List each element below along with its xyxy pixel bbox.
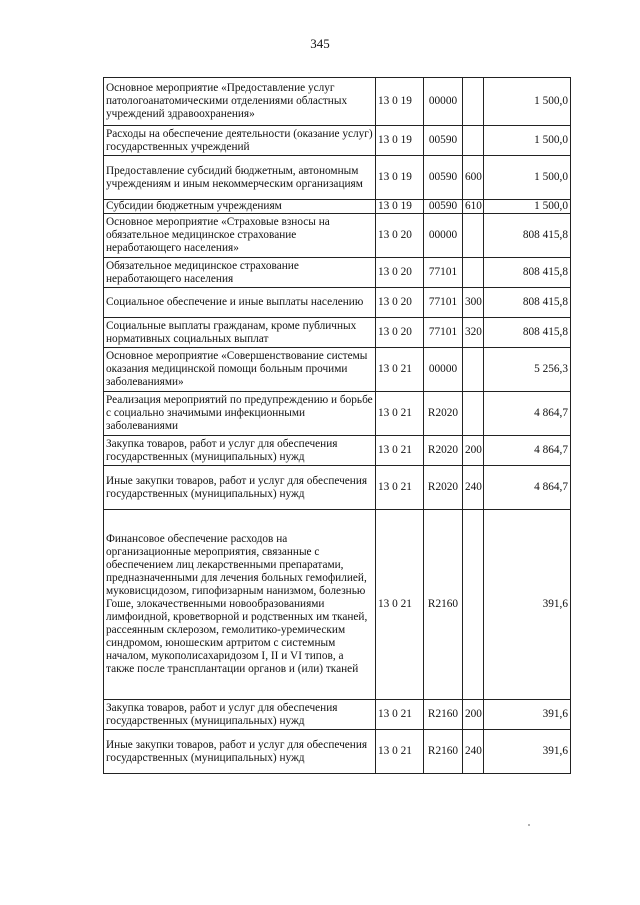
row-program-code-cell: 13 0 20 [376, 318, 424, 348]
row-amount-cell: 391,6 [484, 510, 571, 700]
row-target-code-cell: 00000 [424, 348, 463, 392]
row-expense-type-cell [463, 126, 484, 156]
row-name-cell: Закупка товаров, работ и услуг для обеспечения государственных (муниципальных) нужд [104, 700, 376, 730]
row-amount-cell: 1 500,0 [484, 78, 571, 126]
row-expense-type-cell [463, 510, 484, 700]
row-name-cell: Расходы на обеспечение деятельности (оказание услуг) государственных учреждений [104, 126, 376, 156]
row-target-code-cell: 00000 [424, 78, 463, 126]
table-row [104, 126, 571, 156]
row-amount-cell: 4 864,7 [484, 436, 571, 466]
row-target-code-cell: 77101 [424, 258, 463, 288]
budget-table-body [104, 78, 571, 774]
row-target-code-cell: R2020 [424, 436, 463, 466]
row-expense-type-cell: 300 [463, 288, 484, 318]
row-amount-cell: 391,6 [484, 700, 571, 730]
row-name-cell: Основное мероприятие «Страховые взносы на обязательное медицинское страхование неработающего населения» [104, 214, 376, 258]
row-expense-type-cell: 600 [463, 156, 484, 200]
row-program-code-cell: 13 0 20 [376, 258, 424, 288]
table-row [104, 348, 571, 392]
row-name-cell: Социальные выплаты гражданам, кроме публичных нормативных социальных выплат [104, 318, 376, 348]
row-amount-cell: 5 256,3 [484, 348, 571, 392]
row-program-code-cell: 13 0 20 [376, 214, 424, 258]
row-program-code-cell: 13 0 21 [376, 700, 424, 730]
row-expense-type-cell [463, 214, 484, 258]
table-row [104, 700, 571, 730]
row-amount-cell: 1 500,0 [484, 156, 571, 200]
row-expense-type-cell [463, 348, 484, 392]
row-expense-type-cell [463, 258, 484, 288]
row-program-code-cell: 13 0 19 [376, 78, 424, 126]
row-target-code-cell: R2020 [424, 392, 463, 436]
row-target-code-cell: R2020 [424, 466, 463, 510]
row-amount-cell: 4 864,7 [484, 466, 571, 510]
row-expense-type-cell: 240 [463, 466, 484, 510]
row-target-code-cell: 00590 [424, 200, 463, 214]
row-program-code-cell: 13 0 21 [376, 392, 424, 436]
row-amount-cell: 808 415,8 [484, 258, 571, 288]
page-number: 345 [310, 36, 330, 51]
row-name-cell: Иные закупки товаров, работ и услуг для обеспечения государственных (муниципальных) нужд [104, 730, 376, 774]
table-row [104, 258, 571, 288]
row-amount-cell: 808 415,8 [484, 318, 571, 348]
row-program-code-cell: 13 0 21 [376, 348, 424, 392]
row-name-cell: Предоставление субсидий бюджетным, автономным учреждениям и иным некоммерческим организациям [104, 156, 376, 200]
table-row [104, 318, 571, 348]
table-row [104, 214, 571, 258]
table-row [104, 436, 571, 466]
row-amount-cell: 808 415,8 [484, 214, 571, 258]
row-program-code-cell: 13 0 21 [376, 730, 424, 774]
row-program-code-cell: 13 0 21 [376, 436, 424, 466]
row-name-cell: Финансовое обеспечение расходов на организационные мероприятия, связанные с обеспечением лиц лекарственными препаратами, предназначенными для лечения больных гемофилией, муковисцидозом, гипофизарным нанизмом, болезнью Гоше, злокачественными новообразованиями лимфоидной, кроветворной и родственных им тканей, рассеянным склерозом, гемолитико-уремическим синдромом, юношеским артритом с системным началом, мукополисахаридозом I, II и VI типов, а также после трансплантации органов и (или) тканей [104, 510, 376, 700]
row-expense-type-cell: 200 [463, 700, 484, 730]
row-program-code-cell: 13 0 21 [376, 510, 424, 700]
row-expense-type-cell [463, 78, 484, 126]
row-program-code-cell: 13 0 19 [376, 200, 424, 214]
scan-speck [528, 824, 530, 826]
row-target-code-cell: R2160 [424, 730, 463, 774]
table-row [104, 78, 571, 126]
table-row [104, 288, 571, 318]
row-target-code-cell: 00590 [424, 126, 463, 156]
table-row [104, 466, 571, 510]
row-expense-type-cell: 320 [463, 318, 484, 348]
row-name-cell: Реализация мероприятий по предупреждению и борьбе с социально значимыми инфекционными заболеваниями [104, 392, 376, 436]
row-name-cell: Социальное обеспечение и иные выплаты населению [104, 288, 376, 318]
row-target-code-cell: 00000 [424, 214, 463, 258]
row-expense-type-cell [463, 392, 484, 436]
table-row [104, 156, 571, 200]
row-name-cell: Обязательное медицинское страхование неработающего населения [104, 258, 376, 288]
row-name-cell: Субсидии бюджетным учреждениям [104, 200, 376, 214]
row-amount-cell: 1 500,0 [484, 200, 571, 214]
table-row [104, 730, 571, 774]
row-name-cell: Основное мероприятие «Предоставление услуг патологоанатомическими отделениями областных учреждений здравоохранения» [104, 78, 376, 126]
row-program-code-cell: 13 0 21 [376, 466, 424, 510]
row-amount-cell: 1 500,0 [484, 126, 571, 156]
budget-table [103, 77, 571, 774]
table-row [104, 392, 571, 436]
table-row [104, 510, 571, 700]
row-name-cell: Закупка товаров, работ и услуг для обеспечения государственных (муниципальных) нужд [104, 436, 376, 466]
row-name-cell: Иные закупки товаров, работ и услуг для обеспечения государственных (муниципальных) нужд [104, 466, 376, 510]
row-target-code-cell: 77101 [424, 318, 463, 348]
row-expense-type-cell: 240 [463, 730, 484, 774]
row-amount-cell: 808 415,8 [484, 288, 571, 318]
row-amount-cell: 4 864,7 [484, 392, 571, 436]
row-program-code-cell: 13 0 20 [376, 288, 424, 318]
row-program-code-cell: 13 0 19 [376, 156, 424, 200]
table-row [104, 200, 571, 214]
row-name-cell: Основное мероприятие «Совершенствование системы оказания медицинской помощи больным прочими заболеваниями» [104, 348, 376, 392]
row-target-code-cell: 00590 [424, 156, 463, 200]
row-expense-type-cell: 200 [463, 436, 484, 466]
row-target-code-cell: R2160 [424, 510, 463, 700]
row-target-code-cell: R2160 [424, 700, 463, 730]
row-expense-type-cell: 610 [463, 200, 484, 214]
row-program-code-cell: 13 0 19 [376, 126, 424, 156]
row-amount-cell: 391,6 [484, 730, 571, 774]
row-target-code-cell: 77101 [424, 288, 463, 318]
